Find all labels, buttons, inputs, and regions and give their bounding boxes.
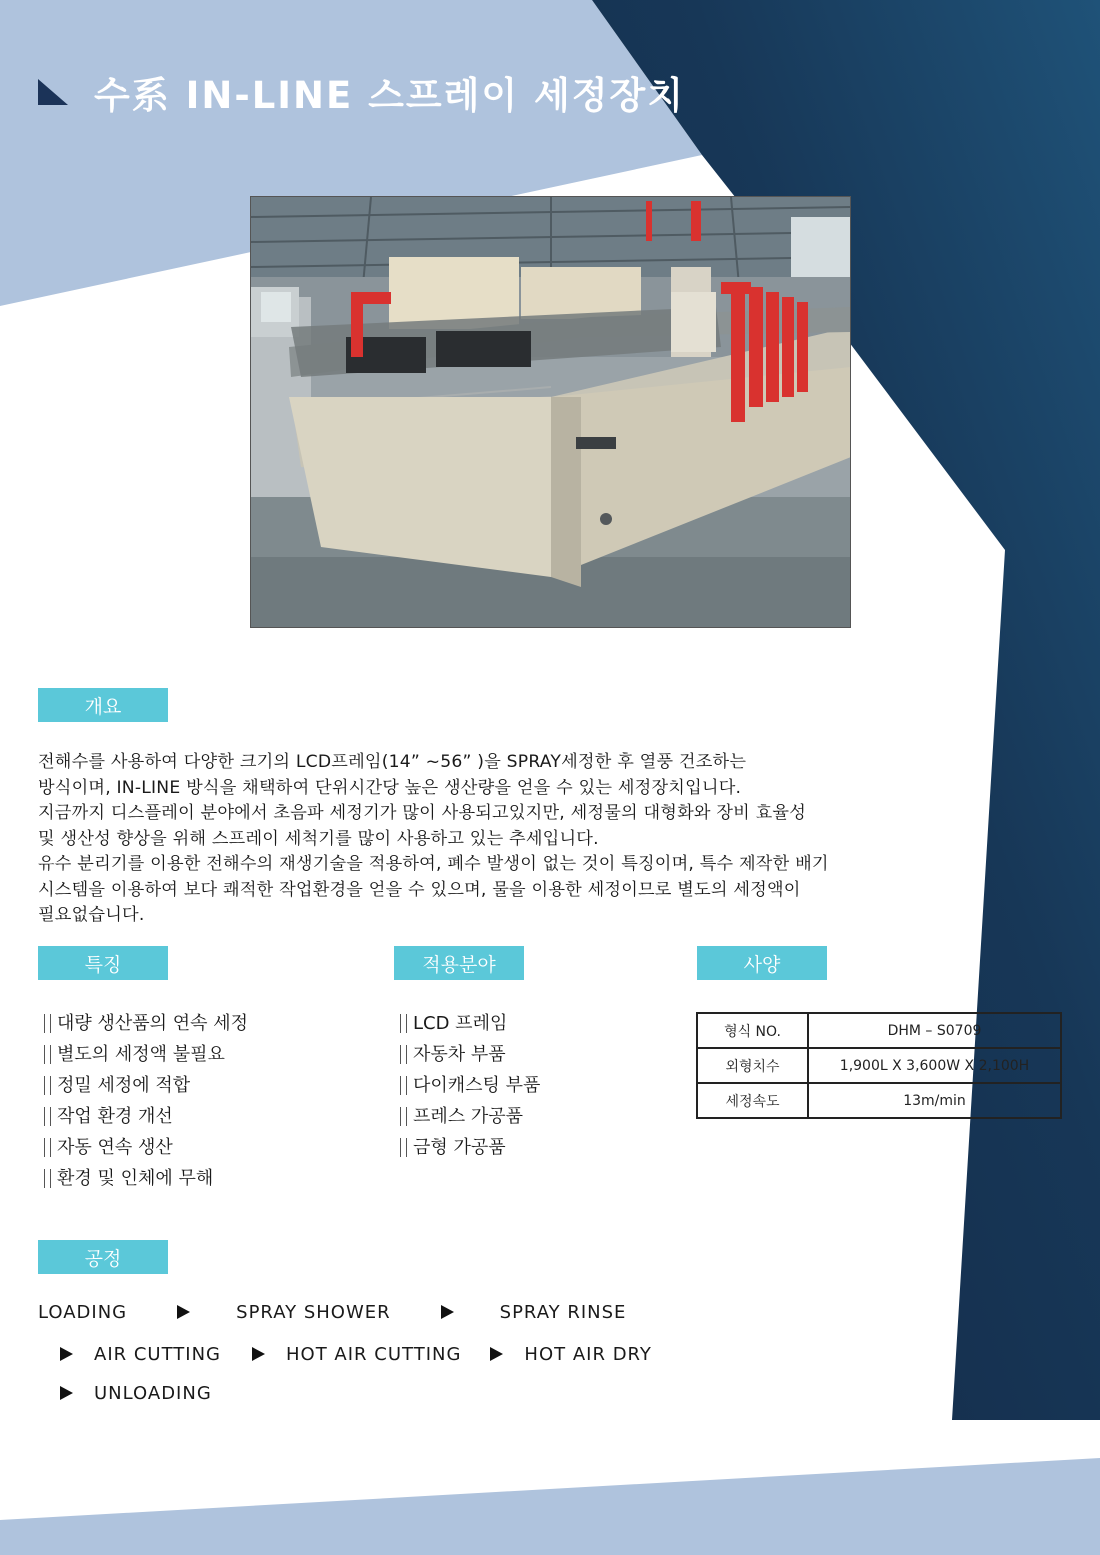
list-item: [40, 1008, 248, 1039]
feature-text: 자동 연속 생산: [57, 1137, 173, 1158]
list-item: [396, 1132, 540, 1163]
spec-key: 외형치수: [697, 1048, 808, 1083]
feature-text: 대량 생산품의 연속 세정: [57, 1013, 249, 1034]
feature-text: 환경 및 인체에 무해: [57, 1168, 214, 1189]
list-item: [396, 1070, 540, 1101]
list-item: [40, 1070, 248, 1101]
list-item: [40, 1101, 248, 1132]
double-bar-icon: [400, 1045, 407, 1064]
double-bar-icon: [44, 1107, 51, 1126]
spec-value: 13m/min: [808, 1083, 1061, 1118]
triangle-marker-icon: [38, 79, 68, 105]
list-item: [396, 1101, 540, 1132]
features-list: [40, 1008, 248, 1194]
process-step: UNLOADING: [94, 1382, 212, 1404]
double-bar-icon: [400, 1107, 407, 1126]
feature-text: 별도의 세정액 불필요: [57, 1044, 225, 1065]
process-row-3: [60, 1380, 212, 1406]
table-row: [697, 1048, 1061, 1083]
application-text: 다이캐스팅 부품: [413, 1075, 541, 1096]
features-tag: 특징: [38, 946, 168, 980]
list-item: [396, 1039, 540, 1070]
overview-text: [38, 750, 1038, 929]
right-arrow-icon: [252, 1347, 265, 1361]
overview-line: 시스템을 이용하여 보다 쾌적한 작업환경을 얻을 수 있으며, 물을 이용한 세정이므로 별도의 세정액이: [38, 879, 801, 900]
right-arrow-icon: [177, 1305, 190, 1319]
double-bar-icon: [400, 1014, 407, 1033]
process-step: AIR CUTTING: [94, 1343, 221, 1365]
double-bar-icon: [44, 1014, 51, 1033]
list-item: [40, 1039, 248, 1070]
overview-line: 전해수를 사용하여 다양한 크기의 LCD프레임(14” ~56” )을 SPRAY세정한 후 열풍 건조하는: [38, 752, 747, 772]
application-text: LCD 프레임: [413, 1013, 508, 1034]
list-item: [40, 1132, 248, 1163]
right-arrow-icon: [60, 1347, 73, 1361]
title-row: [38, 62, 685, 122]
spec-value: DHM – S0709: [808, 1013, 1061, 1048]
double-bar-icon: [44, 1169, 51, 1188]
spec-key: 세정속도: [697, 1083, 808, 1118]
process-step: SPRAY SHOWER: [236, 1301, 391, 1323]
application-text: 프레스 가공품: [413, 1106, 524, 1127]
application-text: 자동차 부품: [413, 1044, 506, 1065]
specs-tag: 사양: [697, 946, 827, 980]
process-row-1: [38, 1299, 626, 1325]
product-photo: [250, 196, 851, 628]
right-arrow-icon: [441, 1305, 454, 1319]
table-row: [697, 1083, 1061, 1118]
process-step: HOT AIR DRY: [524, 1343, 652, 1365]
application-text: 금형 가공품: [413, 1137, 506, 1158]
right-arrow-icon: [60, 1386, 73, 1400]
overview-line: 지금까지 디스플레이 분야에서 초음파 세정기가 많이 사용되고있지만, 세정물의 대형화와 장비 효율성: [38, 803, 807, 823]
double-bar-icon: [400, 1076, 407, 1095]
specs-table: [696, 1012, 1062, 1119]
spec-key: 형식 NO.: [697, 1013, 808, 1048]
right-arrow-icon: [490, 1347, 503, 1361]
double-bar-icon: [44, 1076, 51, 1095]
overview-tag: 개요: [38, 688, 168, 722]
applications-tag: 적용분야: [394, 946, 524, 980]
feature-text: 작업 환경 개선: [57, 1106, 173, 1127]
double-bar-icon: [44, 1138, 51, 1157]
page-title: 수系 IN-LINE 스프레이 세정장치: [94, 74, 685, 117]
list-item: [396, 1008, 540, 1039]
table-row: [697, 1013, 1061, 1048]
spec-value: 1,900L X 3,600W X 2,100H: [808, 1048, 1061, 1083]
overview-line: 필요없습니다.: [38, 905, 145, 925]
list-item: [40, 1163, 248, 1194]
overview-line: 및 생산성 향상을 위해 스프레이 세척기를 많이 사용하고 있는 추세입니다.: [38, 828, 599, 849]
overview-line: 방식이며, IN-LINE 방식을 채택하여 단위시간당 높은 생산량을 얻을 수 있는 세정장치입니다.: [38, 777, 742, 798]
process-row-2: [60, 1341, 652, 1367]
process-step: LOADING: [38, 1301, 128, 1323]
feature-text: 정밀 세정에 적합: [57, 1075, 191, 1096]
in-line-spray-cleaning-machine-photo: [251, 197, 851, 628]
double-bar-icon: [400, 1138, 407, 1157]
double-bar-icon: [44, 1045, 51, 1064]
light-blue-bottom-shape: [0, 1458, 1100, 1555]
overview-line: 유수 분리기를 이용한 전해수의 재생기술을 적용하여, 폐수 발생이 없는 것이 특징이며, 특수 제작한 배기: [38, 854, 829, 874]
applications-list: [396, 1008, 540, 1163]
process-step: HOT AIR CUTTING: [286, 1343, 462, 1365]
process-tag: 공정: [38, 1240, 168, 1274]
process-step: SPRAY RINSE: [499, 1301, 627, 1323]
